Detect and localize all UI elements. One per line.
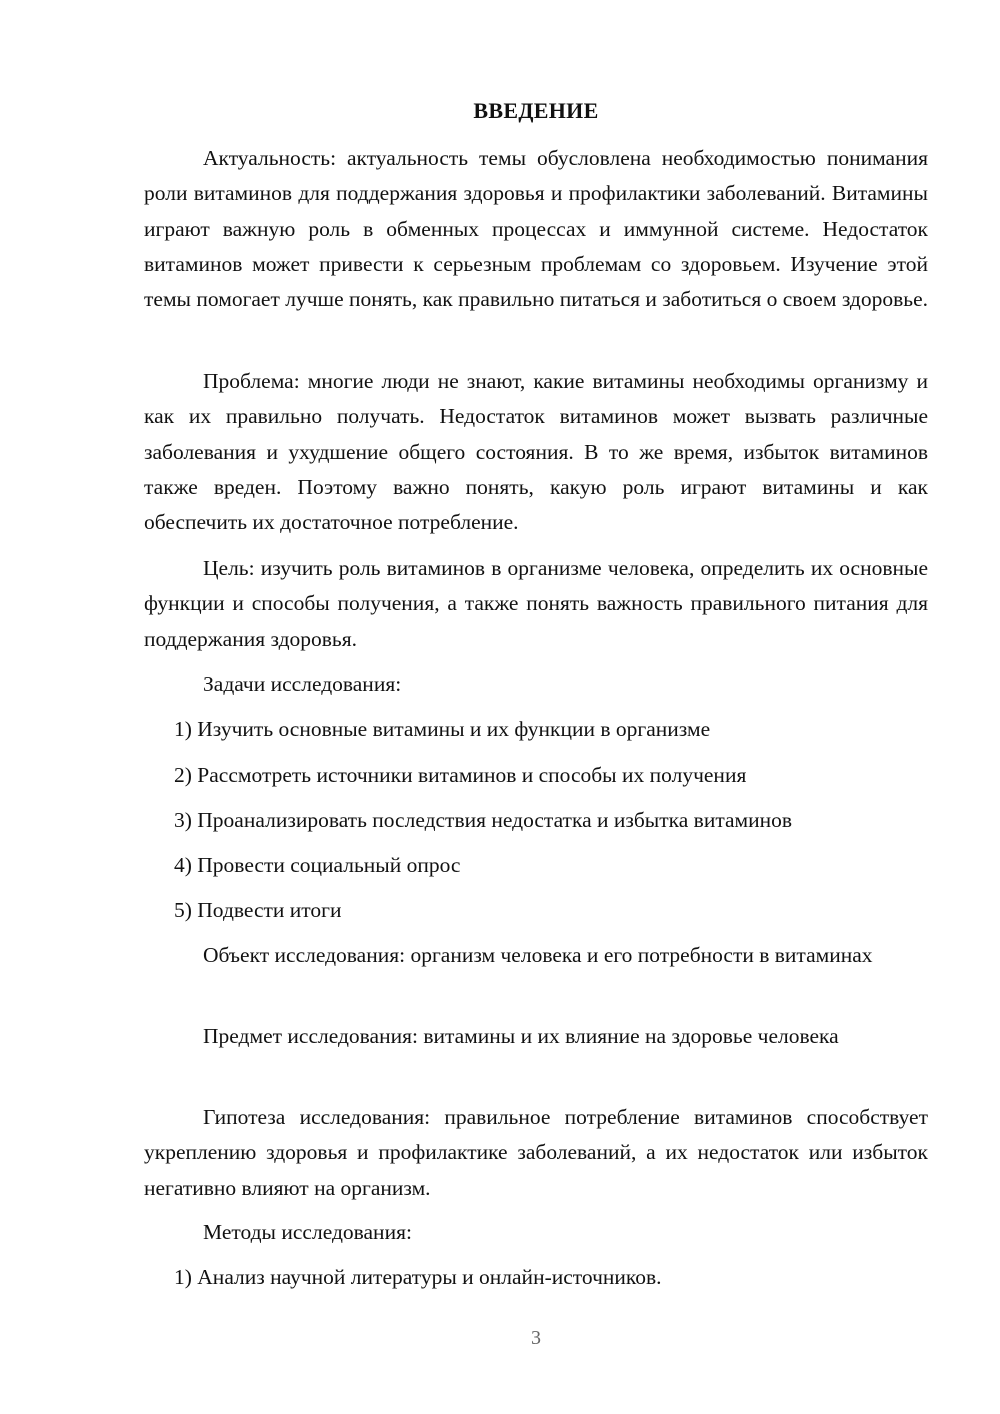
hypothesis-section — [144, 1100, 928, 1206]
subject-section — [144, 1019, 928, 1054]
list-item: 3) Проанализировать последствия недостатка и избытка витаминов — [174, 808, 793, 832]
relevance-section — [144, 141, 928, 317]
relevance-paragraph: Актуальность: актуальность темы обусловлена необходимостью понимания роли витаминов для поддержания здоровья и профилактики заболеваний. Витамины играют важную роль в обменных процессах и иммунной системе. Недостаток витаминов может привести к серьезным проблемам со здоровьем. Изучение этой темы помогает лучше понять, как правильно питаться и заботиться о своем здоровье. — [144, 146, 928, 312]
methods-section — [144, 1215, 928, 1250]
goal-paragraph: Цель: изучить роль витаминов в организме человека, определить их основные функции и способы получения, а также понять важность правильного питания для поддержания здоровья. — [144, 556, 928, 651]
methods-label: Методы исследования: — [203, 1220, 412, 1244]
tasks-section — [144, 667, 928, 702]
goal-section — [144, 551, 928, 657]
list-item: 4) Провести социальный опрос — [174, 853, 461, 877]
tasks-list-row — [144, 758, 928, 793]
tasks-list-row — [144, 803, 928, 838]
tasks-label: Задачи исследования: — [203, 672, 402, 696]
object-section — [144, 938, 928, 973]
list-item: 1) Изучить основные витамины и их функции в организме — [174, 717, 711, 741]
object-paragraph: Объект исследования: организм человека и его потребности в витаминах — [203, 943, 873, 967]
section-heading: ВВЕДЕНИЕ — [473, 98, 599, 123]
page-number: 3 — [531, 1327, 541, 1349]
problem-section — [144, 364, 928, 540]
list-item: 2) Рассмотреть источники витаминов и способы их получения — [174, 763, 747, 787]
problem-paragraph: Проблема: многие люди не знают, какие витамины необходимы организму и как их правильно получать. Недостаток витаминов может вызвать различные заболевания и ухудшение общего состояния. В то же время, избыток витаминов также вреден. Поэтому важно понять, какую роль играют витамины и как обеспечить их достаточное потребление. — [144, 369, 928, 535]
list-item: 5) Подвести итоги — [174, 898, 342, 922]
subject-paragraph: Предмет исследования: витамины и их влияние на здоровье человека — [203, 1024, 839, 1048]
methods-list — [144, 1260, 928, 1295]
hypothesis-paragraph: Гипотеза исследования: правильное потребление витаминов способствует укреплению здоровья и профилактике заболеваний, а их недостаток или избыток негативно влияют на организм. — [144, 1105, 928, 1200]
tasks-list-row — [144, 848, 928, 883]
list-item: 1) Анализ научной литературы и онлайн-источников. — [174, 1265, 662, 1289]
tasks-list — [144, 712, 928, 747]
tasks-list-row — [144, 893, 928, 928]
